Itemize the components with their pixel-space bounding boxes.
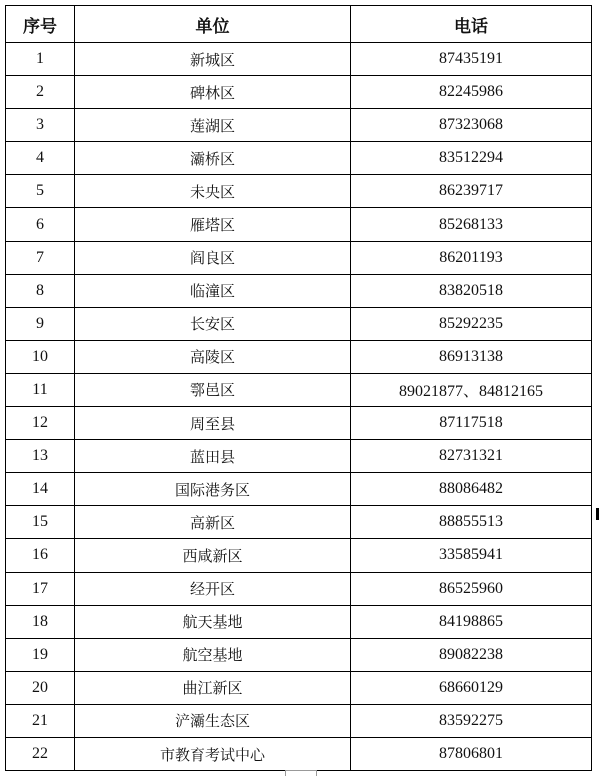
- table-row: [6, 43, 592, 76]
- row-unit: 雁塔区: [75, 208, 351, 241]
- row-index: 21: [6, 704, 75, 737]
- row-index: 3: [6, 109, 75, 142]
- page-edge-mark: [596, 508, 599, 520]
- table-row: [6, 572, 592, 605]
- row-index: 11: [6, 373, 75, 406]
- table-row: [6, 274, 592, 307]
- row-phone: 88086482: [351, 473, 592, 506]
- row-unit: 高陵区: [75, 340, 351, 373]
- table-row: [6, 373, 592, 406]
- row-index: 14: [6, 473, 75, 506]
- table-row: [6, 473, 592, 506]
- row-index: 15: [6, 506, 75, 539]
- row-index: 10: [6, 340, 75, 373]
- table-row: [6, 109, 592, 142]
- table-row: [6, 605, 592, 638]
- row-index: 8: [6, 274, 75, 307]
- row-unit: 周至县: [75, 407, 351, 440]
- row-unit: 莲湖区: [75, 109, 351, 142]
- row-unit: 航天基地: [75, 605, 351, 638]
- row-index: 19: [6, 638, 75, 671]
- row-unit: 新城区: [75, 43, 351, 76]
- table-row: [6, 241, 592, 274]
- table-row: [6, 539, 592, 572]
- row-phone: 89021877、84812165: [351, 373, 592, 406]
- row-index: 22: [6, 737, 75, 770]
- table-row: [6, 704, 592, 737]
- header-row: [6, 6, 592, 43]
- row-index: 7: [6, 241, 75, 274]
- row-phone: 84198865: [351, 605, 592, 638]
- row-index: 12: [6, 407, 75, 440]
- table-row: [6, 307, 592, 340]
- table-row: [6, 737, 592, 770]
- row-index: 6: [6, 208, 75, 241]
- row-phone: 86201193: [351, 241, 592, 274]
- row-unit: 西咸新区: [75, 539, 351, 572]
- row-phone: 87435191: [351, 43, 592, 76]
- row-phone: 87806801: [351, 737, 592, 770]
- table-row: [6, 175, 592, 208]
- row-phone: 68660129: [351, 671, 592, 704]
- row-phone: 33585941: [351, 539, 592, 572]
- row-phone: 85292235: [351, 307, 592, 340]
- row-unit: 国际港务区: [75, 473, 351, 506]
- row-unit: 鄠邑区: [75, 373, 351, 406]
- row-index: 1: [6, 43, 75, 76]
- row-unit: 碑林区: [75, 76, 351, 109]
- header-phone: 电话: [351, 6, 592, 43]
- row-index: 20: [6, 671, 75, 704]
- row-unit: 市教育考试中心: [75, 737, 351, 770]
- row-unit: 高新区: [75, 506, 351, 539]
- table-row: [6, 671, 592, 704]
- row-unit: 蓝田县: [75, 440, 351, 473]
- row-unit: 长安区: [75, 307, 351, 340]
- row-index: 9: [6, 307, 75, 340]
- row-index: 2: [6, 76, 75, 109]
- row-index: 4: [6, 142, 75, 175]
- row-unit: 阎良区: [75, 241, 351, 274]
- row-unit: 经开区: [75, 572, 351, 605]
- row-index: 16: [6, 539, 75, 572]
- row-phone: 87117518: [351, 407, 592, 440]
- page-bottom-mark: [285, 770, 317, 776]
- table-row: [6, 142, 592, 175]
- row-phone: 89082238: [351, 638, 592, 671]
- table-row: [6, 208, 592, 241]
- row-unit: 临潼区: [75, 274, 351, 307]
- row-phone: 82245986: [351, 76, 592, 109]
- table-row: [6, 340, 592, 373]
- row-index: 18: [6, 605, 75, 638]
- row-unit: 曲江新区: [75, 671, 351, 704]
- row-index: 13: [6, 440, 75, 473]
- table-body: [6, 43, 592, 771]
- row-unit: 浐灞生态区: [75, 704, 351, 737]
- row-phone: 83820518: [351, 274, 592, 307]
- row-phone: 87323068: [351, 109, 592, 142]
- row-phone: 83512294: [351, 142, 592, 175]
- contact-table: [5, 5, 592, 771]
- row-index: 5: [6, 175, 75, 208]
- table-row: [6, 506, 592, 539]
- row-phone: 86913138: [351, 340, 592, 373]
- row-index: 17: [6, 572, 75, 605]
- table-row: [6, 407, 592, 440]
- header-index: 序号: [6, 6, 75, 43]
- row-phone: 88855513: [351, 506, 592, 539]
- header-unit: 单位: [75, 6, 351, 43]
- row-phone: 83592275: [351, 704, 592, 737]
- row-phone: 82731321: [351, 440, 592, 473]
- row-phone: 86525960: [351, 572, 592, 605]
- row-phone: 85268133: [351, 208, 592, 241]
- table-row: [6, 76, 592, 109]
- row-unit: 航空基地: [75, 638, 351, 671]
- row-unit: 灞桥区: [75, 142, 351, 175]
- row-phone: 86239717: [351, 175, 592, 208]
- row-unit: 未央区: [75, 175, 351, 208]
- table-row: [6, 638, 592, 671]
- table-row: [6, 440, 592, 473]
